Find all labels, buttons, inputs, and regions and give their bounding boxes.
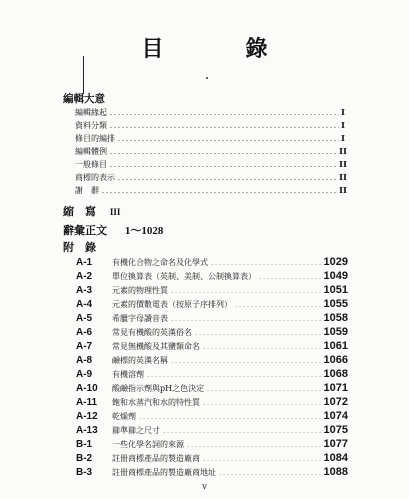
page-title: 目 錄 (141, 36, 298, 62)
appendix-row[interactable] (76, 408, 348, 422)
toc-row-label: 謝 辭 (75, 186, 99, 195)
dot-leader (162, 432, 322, 433)
appendix-label: 飽和水蒸汽和水的特性質 (112, 398, 200, 407)
appendix-code: B-2 (76, 453, 93, 464)
appendix-label: 乾燥劑 (112, 412, 136, 421)
toc-row[interactable] (75, 105, 345, 118)
toc-row-label: 一般條目 (75, 160, 107, 169)
dot-leader (109, 153, 337, 154)
appendix-row[interactable] (76, 338, 348, 352)
appendix-row[interactable] (76, 380, 348, 394)
appendix-page: 1049 (323, 270, 348, 282)
appendix-page: 1059 (323, 326, 348, 338)
toc-row[interactable] (75, 131, 345, 144)
appendix-page: 1088 (323, 466, 348, 478)
appendix-code: A-8 (76, 355, 93, 366)
appendix-row[interactable] (76, 282, 348, 296)
appendix-page: 1051 (323, 284, 348, 296)
appendix-row[interactable] (76, 422, 348, 436)
toc-row-page: II (339, 160, 347, 170)
appendix-label: 註冊商標產品的製造廠商地址 (112, 468, 216, 477)
toc-row[interactable] (75, 144, 347, 157)
dot-leader (194, 334, 322, 335)
dot-leader (138, 418, 322, 419)
appendix-page: 1068 (323, 368, 348, 380)
section-label: 辭彙正文 (63, 224, 107, 237)
appendix-page: 1077 (323, 438, 348, 450)
dot-leader (146, 376, 322, 377)
appendix-row[interactable] (76, 450, 348, 464)
appendix-page: 1061 (323, 340, 348, 352)
toc-row-page: I (341, 108, 345, 118)
appendix-code: A-1 (76, 257, 93, 268)
toc-row-label: 編輯體例 (75, 147, 107, 156)
appendix-page: 1055 (323, 298, 348, 310)
dot-leader (202, 348, 322, 349)
dot-leader (170, 362, 322, 363)
appendix-code: A-3 (76, 285, 93, 296)
appendix-code: A-7 (76, 341, 93, 352)
page-number: v (202, 482, 207, 491)
appendix-code: A-5 (76, 313, 93, 324)
print-speck (206, 77, 208, 79)
appendix-label: 希臘字母讀音表 (112, 314, 168, 323)
toc-row[interactable] (75, 183, 347, 196)
section-page: 1～1028 (124, 225, 164, 237)
appendix-page: 1066 (323, 354, 348, 366)
appendix-page: 1072 (323, 396, 348, 408)
appendix-row[interactable] (76, 268, 348, 282)
appendix-label: 有機溶劑 (112, 370, 144, 379)
appendix-code: A-9 (76, 369, 93, 380)
appendix-row[interactable] (76, 394, 348, 408)
appendix-label: 常見有機酸的英漢俗名 (112, 328, 192, 337)
appendix-label: 常見無機酸及其鹽類命名 (112, 342, 200, 351)
appendix-row[interactable] (76, 310, 348, 324)
section-heading-appendix: 附 錄 (63, 241, 96, 254)
appendix-label: 單位換算表（英制、美制、公制換算表） (112, 272, 256, 281)
toc-row[interactable] (75, 118, 345, 131)
toc-row-page: I (341, 134, 345, 144)
appendix-label: 元素的物理性質 (112, 286, 168, 295)
toc-row-label: 編輯緣起 (75, 108, 107, 117)
toc-row-page: II (339, 186, 347, 196)
margin-rule (83, 56, 84, 94)
appendix-page: 1074 (323, 410, 348, 422)
dot-leader (234, 306, 322, 307)
toc-row-label: 條目的編排 (75, 134, 115, 143)
toc-section-abbreviations[interactable] (63, 203, 120, 219)
dot-leader (117, 179, 337, 180)
appendix-row[interactable] (76, 296, 348, 310)
appendix-row[interactable] (76, 366, 348, 380)
toc-row[interactable] (75, 157, 347, 170)
appendix-label: 篩準篩之尺寸 (112, 426, 160, 435)
dot-leader (109, 166, 337, 167)
toc-row-page: II (339, 173, 347, 183)
appendix-label: 鹼標的英漢名稱 (112, 356, 168, 365)
dot-leader (258, 278, 322, 279)
section-heading-intro: 編輯大意 (63, 93, 105, 105)
dot-leader (218, 474, 322, 475)
appendix-code: A-6 (76, 327, 93, 338)
dot-leader (117, 140, 339, 141)
appendix-row[interactable] (76, 436, 348, 450)
dot-leader (186, 446, 322, 447)
appendix-label: 有機化合物之命名及化學式 (112, 258, 208, 267)
dot-leader (202, 460, 322, 461)
toc-row-page: II (339, 147, 347, 157)
appendix-row[interactable] (76, 352, 348, 366)
appendix-label: 註冊商標產品的製造廠商 (112, 454, 200, 463)
dot-leader (109, 127, 339, 128)
appendix-code: A-10 (76, 383, 98, 394)
appendix-row[interactable] (76, 464, 348, 478)
dot-leader (109, 114, 339, 115)
appendix-label: 酸鹼指示劑與pH之色決定 (112, 384, 205, 393)
appendix-label: 元素的價數電表（按原子序排列） (112, 300, 232, 309)
appendix-label: 一些化學名詞的來源 (112, 440, 184, 449)
toc-row[interactable] (75, 170, 347, 183)
dot-leader (170, 292, 322, 293)
toc-row-page: I (341, 121, 345, 131)
appendix-code: B-3 (76, 467, 93, 478)
dot-leader (210, 264, 322, 265)
toc-row-label: 商標的表示 (75, 173, 115, 182)
dot-leader (206, 390, 321, 391)
appendix-row[interactable] (76, 254, 348, 268)
section-page: III (109, 207, 121, 217)
appendix-page: 1071 (323, 382, 348, 394)
toc-section-main-text[interactable] (63, 222, 163, 238)
dot-leader (202, 404, 322, 405)
appendix-page: 1029 (323, 256, 348, 268)
appendix-code: A-13 (76, 425, 98, 436)
appendix-code: A-2 (76, 271, 93, 282)
appendix-page: 1075 (323, 424, 348, 436)
section-label: 縮 寫 (63, 205, 96, 218)
appendix-code: A-12 (76, 411, 98, 422)
toc-row-label: 資料分類 (75, 121, 107, 130)
dot-leader (170, 320, 322, 321)
appendix-row[interactable] (76, 324, 348, 338)
dot-leader (101, 192, 337, 193)
appendix-code: A-4 (76, 299, 93, 310)
appendix-code: A-11 (76, 397, 98, 408)
appendix-code: B-1 (76, 439, 93, 450)
appendix-page: 1058 (323, 312, 348, 324)
appendix-page: 1084 (323, 452, 348, 464)
